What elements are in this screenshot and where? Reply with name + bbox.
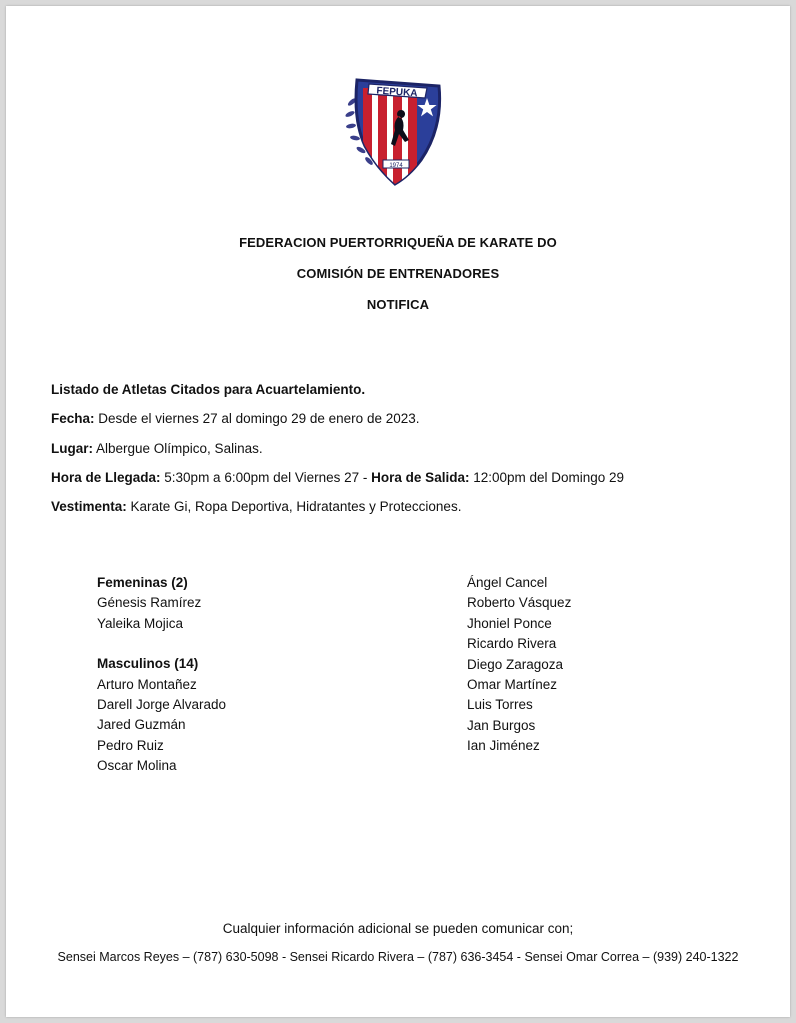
list-item: Jhoniel Ponce — [467, 615, 552, 631]
logo-text: FEPUKA — [376, 85, 418, 100]
document-page — [6, 6, 790, 1017]
llegada-value: 5:30pm a 6:00pm del Viernes 27 - — [160, 470, 372, 485]
lugar-line — [51, 441, 263, 456]
notice-title: NOTIFICA — [366, 297, 430, 312]
list-item: Jared Guzmán — [97, 717, 186, 733]
list-item: Omar Martínez — [467, 676, 558, 692]
list-item: Ricardo Rivera — [467, 636, 557, 652]
fepuka-logo — [343, 68, 451, 190]
fecha-label: Fecha: — [51, 411, 95, 426]
femeninas-heading: Femeninas (2) — [97, 575, 188, 590]
salida-label: Hora de Salida: — [371, 470, 470, 485]
list-item: Roberto Vásquez — [467, 595, 572, 611]
contact-note: Cualquier información adicional se pueden comunicar con; — [222, 921, 574, 936]
list-item: Ángel Cancel — [467, 575, 548, 590]
logo-year: 1974 — [389, 163, 403, 169]
contact-list: Sensei Marcos Reyes – (787) 630-5098 - Sensei Ricardo Rivera – (787) 636-3454 - Sensei Omar Correa – (939) 240-1322 — [57, 950, 739, 964]
list-item: Yaleika Mojica — [97, 615, 184, 631]
list-item: Oscar Molina — [97, 758, 177, 774]
list-item: Darell Jorge Alvarado — [97, 696, 227, 712]
list-item: Diego Zaragoza — [467, 656, 564, 672]
intro-text: Listado de Atletas Citados para Acuartelamiento. — [51, 382, 366, 397]
salida-value: 12:00pm del Domingo 29 — [469, 470, 625, 485]
lugar-value: Albergue Olímpico, Salinas. — [93, 441, 263, 456]
vestimenta-label: Vestimenta: — [51, 499, 127, 514]
horario-line — [51, 470, 624, 485]
llegada-label: Hora de Llegada: — [51, 470, 161, 485]
left-athlete-column — [97, 573, 226, 777]
federation-title: FEDERACION PUERTORRIQUEÑA DE KARATE DO — [239, 235, 557, 250]
fecha-line — [51, 411, 420, 426]
right-athlete-column — [467, 573, 571, 757]
vestimenta-value: Karate Gi, Ropa Deportiva, Hidratantes y Protecciones. — [126, 499, 462, 514]
vestimenta-line — [51, 499, 461, 514]
list-item: Arturo Montañez — [97, 676, 197, 692]
fecha-value: Desde el viernes 27 al domingo 29 de enero de 2023. — [94, 411, 420, 426]
list-item: Luis Torres — [467, 697, 533, 713]
intro-line — [51, 382, 365, 397]
masculinos-heading: Masculinos (14) — [97, 656, 199, 672]
list-item: Jan Burgos — [467, 717, 536, 733]
list-item: Génesis Ramírez — [97, 595, 202, 611]
list-item: Pedro Ruiz — [97, 737, 164, 753]
commission-title: COMISIÓN DE ENTRENADORES — [296, 266, 500, 281]
list-item: Ian Jiménez — [467, 738, 540, 754]
lugar-label: Lugar: — [51, 441, 93, 456]
